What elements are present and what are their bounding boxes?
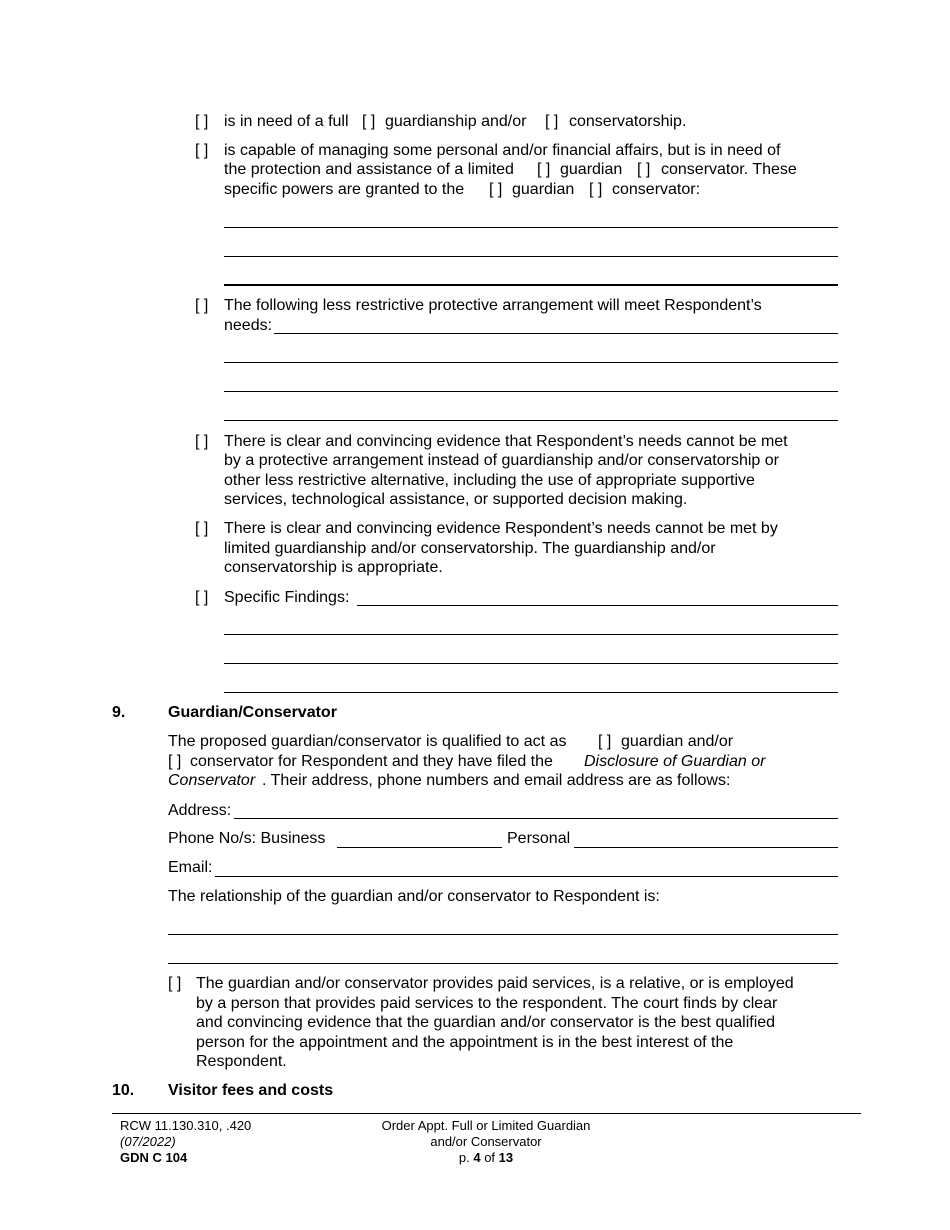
clear-evidence-1-line: There is clear and convincing evidence that Respondent’s needs cannot be met	[224, 433, 788, 450]
item-less-restrictive-line-2: needs:	[224, 317, 273, 334]
checkbox-powers-conservator[interactable]: [ ]	[589, 181, 603, 198]
section-9-p1-line-2a: conservator for Respondent and they have filed the	[190, 753, 553, 770]
phone-business-label: Phone No/s: Business	[168, 830, 326, 847]
limited-powers-blank-line-2[interactable]	[224, 256, 838, 257]
limited-powers-blank-line-3[interactable]	[224, 284, 838, 286]
phone-personal-label: Personal	[507, 830, 571, 847]
footer-date: (07/2022)	[120, 1134, 176, 1149]
clear-evidence-2-line: limited guardianship and/or conservatorship. The guardianship and/or	[224, 540, 716, 557]
needs-blank-line-3[interactable]	[224, 391, 838, 392]
item-full-text-1: is in need of a full	[224, 113, 349, 130]
checkbox-full-conservatorship[interactable]: [ ]	[545, 113, 559, 130]
checkbox-limited[interactable]: [ ]	[195, 142, 209, 159]
section-9-p1-line-3b: . Their address, phone numbers and email address are as follows:	[262, 772, 731, 789]
footer-page-number: 4	[473, 1150, 481, 1165]
checkbox-full-guardianship[interactable]: [ ]	[362, 113, 376, 130]
item-limited-line-3b: guardian	[512, 181, 575, 198]
item-limited-line-3a: specific powers are granted to the	[224, 181, 465, 198]
item-limited-line-2b: guardian	[560, 161, 623, 178]
item-full-text-3: conservatorship.	[569, 113, 687, 130]
checkbox-qualified-conservator[interactable]: [ ]	[168, 753, 182, 770]
clear-evidence-1-line: services, technological assistance, or supported decision making.	[224, 491, 688, 508]
specific-findings-blank-line-3[interactable]	[224, 663, 838, 664]
disclosure-form-title: Disclosure of Guardian or	[584, 753, 766, 770]
item-less-restrictive-line-1: The following less restrictive protective arrangement will meet Respondent’s	[224, 297, 762, 314]
clear-evidence-2-line: conservatorship is appropriate.	[224, 559, 443, 576]
footer-page-prefix: p.	[458, 1150, 470, 1165]
section-10-number: 10.	[112, 1082, 135, 1099]
checkbox-qualified-guardian[interactable]: [ ]	[598, 733, 612, 750]
clear-evidence-1-line: by a protective arrangement instead of guardianship and/or conservatorship or	[224, 452, 779, 469]
checkbox-limited-conservator[interactable]: [ ]	[637, 161, 651, 178]
specific-findings-label: Specific Findings:	[224, 589, 350, 606]
paid-services-line: The guardian and/or conservator provides paid services, is a relative, or is employed	[196, 975, 794, 992]
relationship-blank-line-2[interactable]	[168, 963, 838, 964]
disclosure-form-title-cont: Conservator	[168, 772, 256, 789]
footer-title-line-2: and/or Conservator	[430, 1134, 542, 1149]
section-9-number: 9.	[112, 704, 126, 721]
footer-rcw: RCW 11.130.310, .420	[120, 1118, 252, 1133]
paid-services-line: and convincing evidence that the guardian and/or conservator is the best qualified	[196, 1014, 776, 1031]
relationship-label: The relationship of the guardian and/or conservator to Respondent is:	[168, 888, 660, 905]
item-limited-line-2a: the protection and assistance of a limited	[224, 161, 514, 178]
section-9-p1-line-1a: The proposed guardian/conservator is qualified to act as	[168, 733, 567, 750]
clear-evidence-2-line: There is clear and convincing evidence Respondent’s needs cannot be met by	[224, 520, 778, 537]
footer-form-id: GDN C 104	[120, 1150, 188, 1165]
footer-title-line-1: Order Appt. Full or Limited Guardian	[381, 1118, 591, 1133]
clear-evidence-1-line: other less restrictive alternative, including the use of appropriate supportive	[224, 472, 755, 489]
paid-services-line: Respondent.	[196, 1053, 287, 1070]
item-full-text-2: guardianship and/or	[385, 113, 527, 130]
needs-blank-line-4[interactable]	[224, 420, 838, 421]
section-9-title: Guardian/Conservator	[168, 704, 337, 721]
email-field[interactable]	[215, 876, 838, 877]
phone-business-field[interactable]	[337, 847, 502, 848]
paid-services-line: by a person that provides paid services to the respondent. The court finds by clear	[196, 995, 778, 1012]
footer-divider	[112, 1113, 861, 1114]
item-limited-line-1: is capable of managing some personal and/or financial affairs, but is in need of	[224, 142, 781, 159]
address-field[interactable]	[234, 818, 838, 819]
phone-personal-field[interactable]	[574, 847, 838, 848]
checkbox-paid-services[interactable]: [ ]	[168, 975, 182, 992]
relationship-blank-line-1[interactable]	[168, 934, 838, 935]
email-label: Email:	[168, 859, 213, 876]
footer-page-total: 13	[498, 1150, 514, 1165]
specific-findings-blank-line-4[interactable]	[224, 692, 838, 693]
needs-blank-line-1[interactable]	[274, 333, 838, 334]
checkbox-powers-guardian[interactable]: [ ]	[489, 181, 503, 198]
specific-findings-blank-line-1[interactable]	[357, 605, 838, 606]
item-limited-line-2c: conservator. These	[661, 161, 797, 178]
footer-page-of: of	[484, 1150, 496, 1165]
item-limited-line-3c: conservator:	[612, 181, 701, 198]
limited-powers-blank-line-1[interactable]	[224, 227, 838, 228]
checkbox-specific-findings[interactable]: [ ]	[195, 589, 209, 606]
checkbox-full[interactable]: [ ]	[195, 113, 209, 130]
checkbox-limited-guardian[interactable]: [ ]	[537, 161, 551, 178]
specific-findings-blank-line-2[interactable]	[224, 634, 838, 635]
footer-title	[336, 1118, 636, 1166]
section-10-title: Visitor fees and costs	[168, 1082, 334, 1099]
needs-blank-line-2[interactable]	[224, 362, 838, 363]
checkbox-clear-evidence-1[interactable]: [ ]	[195, 433, 209, 450]
checkbox-less-restrictive[interactable]: [ ]	[195, 297, 209, 314]
footer-page	[336, 1150, 636, 1166]
paid-services-line: person for the appointment and the appointment is in the best interest of the	[196, 1034, 734, 1051]
address-label: Address:	[168, 802, 232, 819]
section-9-p1-line-1b: guardian and/or	[621, 733, 734, 750]
checkbox-clear-evidence-2[interactable]: [ ]	[195, 520, 209, 537]
